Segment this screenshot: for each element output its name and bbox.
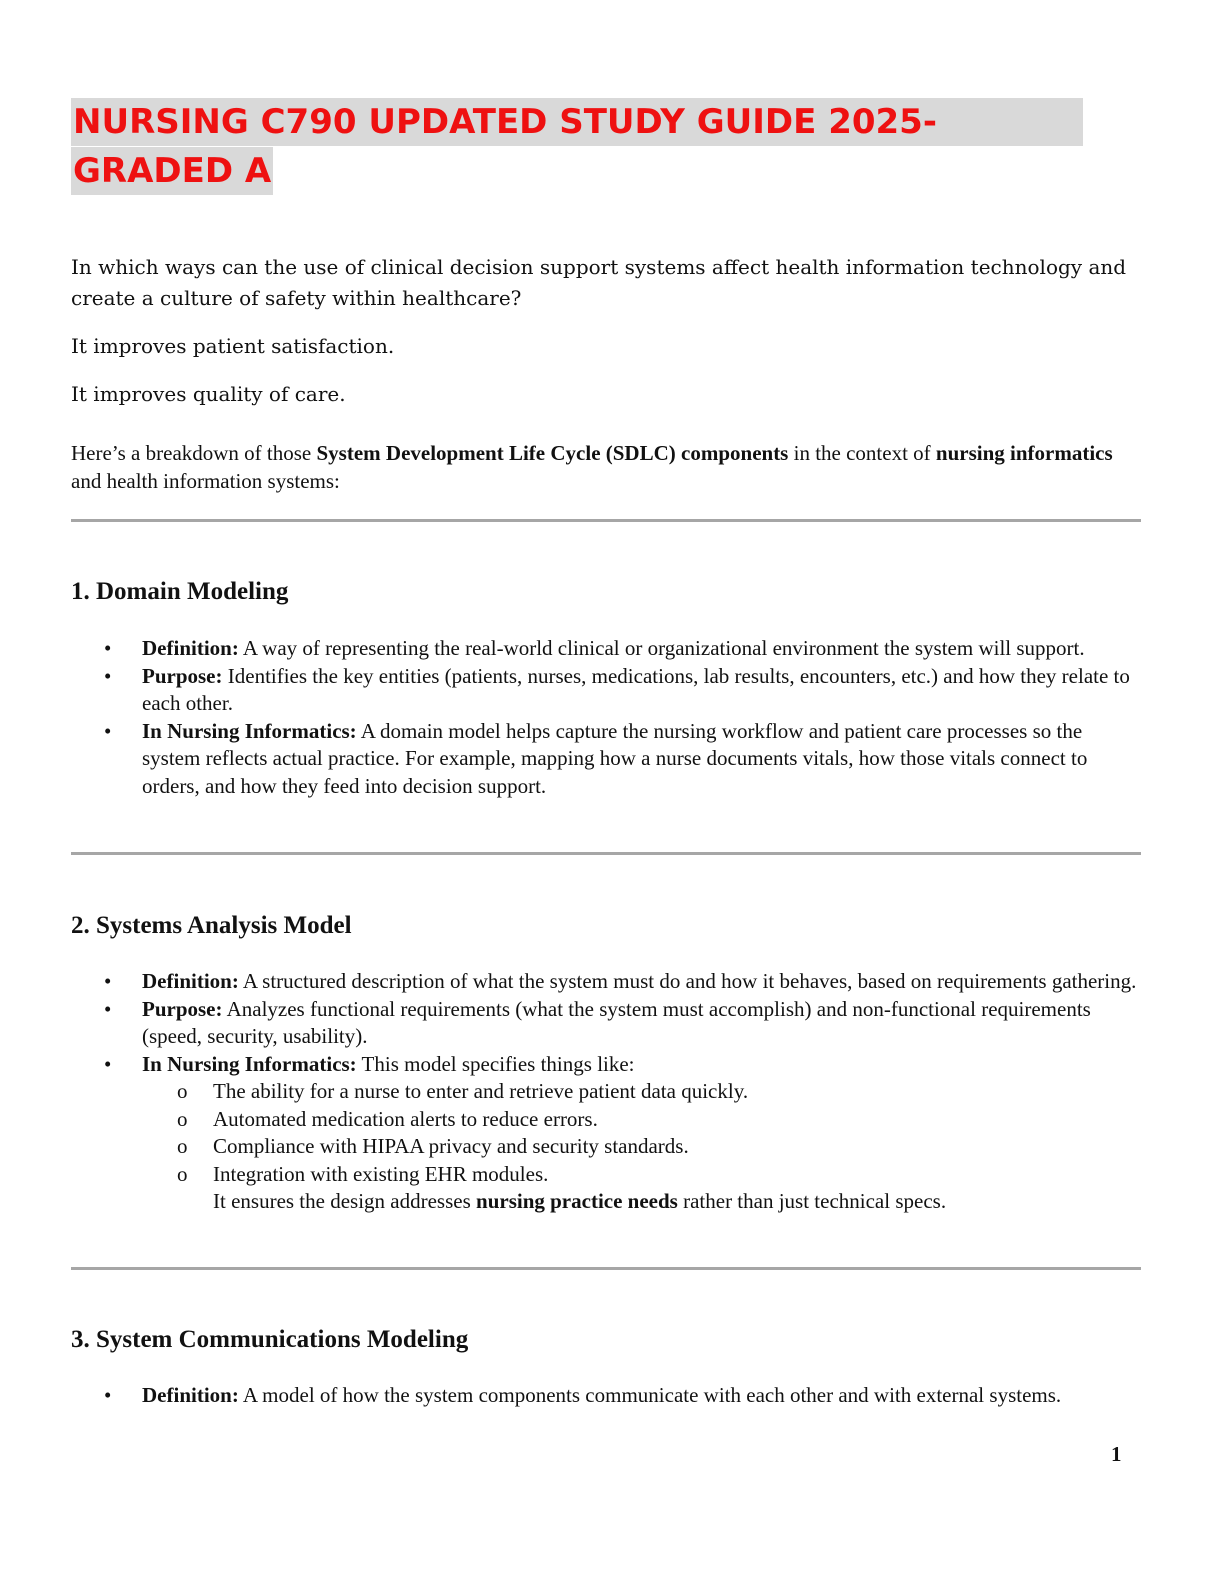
bullet-item: • Definition: A model of how the system components communicate with each other and with external systems. — [71, 1382, 1141, 1410]
sub-item: o Automated medication alerts to reduce errors. — [142, 1106, 1141, 1134]
intro-paragraph: Here’s a breakdown of those System Development Life Cycle (SDLC) components in the context of nursing informatics and health information systems: — [71, 441, 1113, 493]
bullet-item: • Definition: A way of representing the real-world clinical or organizational environment the system will support. — [71, 635, 1141, 663]
bullet-icon: • — [104, 996, 112, 1021]
bullet-icon: • — [104, 636, 112, 660]
bullet-item: • Purpose: Identifies the key entities (patients, nurses, medications, lab results, encounters, etc.) and how they relate to each other. — [104, 663, 1130, 715]
answer-1: It improves patient satisfaction. — [71, 334, 395, 358]
title-line-1: NURSING C790 UPDATED STUDY GUIDE 2025- — [71, 98, 1083, 146]
bullet-icon: • — [104, 718, 112, 743]
sub-bullet-icon: o — [177, 1134, 188, 1158]
sub-bullet-icon: o — [177, 1161, 188, 1186]
bullet-item: • In Nursing Informatics: This model specifies things like: o The ability for a nurse to enter and retrieve patient data quickly. o Automated medication alerts to reduce errors. o Compliance with HIPAA privacy and security standards. o Integration with existing EHR modules. It ensures the design addresses nursing practice needs rather than just technical specs. — [71, 1051, 1141, 1216]
horizontal-rule — [71, 852, 1141, 855]
section-heading-system-communications-modeling: 3. System Communications Modeling — [71, 1326, 469, 1353]
sub-list — [142, 1078, 1141, 1188]
sub-item: o Compliance with HIPAA privacy and security standards. — [142, 1133, 1141, 1161]
sub-bullet-icon: o — [177, 1079, 188, 1103]
sub-bullet-icon: o — [177, 1106, 188, 1131]
intro-bold-sdlc: System Development Life Cycle (SDLC) components — [316, 441, 789, 465]
title-line-2: GRADED A — [71, 147, 273, 195]
intro-bold-nursing-informatics: nursing informatics — [935, 441, 1113, 465]
question-text: In which ways can the use of clinical decision support systems affect health information technology and create a culture of safety within healthcare? — [71, 255, 1127, 310]
sub-item: o The ability for a nurse to enter and retrieve patient data quickly. — [142, 1078, 1141, 1106]
bullet-icon: • — [104, 1051, 112, 1076]
bullet-item: • Definition: A structured description of what the system must do and how it behaves, based on requirements gathering. — [71, 968, 1141, 996]
bullet-item: • Purpose: Analyzes functional requirements (what the system must accomplish) and non-functional requirements (speed, security, usability). — [104, 996, 1091, 1048]
section-heading-domain-modeling: 1. Domain Modeling — [71, 578, 289, 605]
bullet-item: • In Nursing Informatics: A domain model helps capture the nursing workflow and patient care processes so the system reflects actual practice. For example, mapping how a nurse documents vitals, how those vitals connect to orders, and how they feed into decision support. — [104, 718, 1088, 798]
sub-item: o Integration with existing EHR modules. — [142, 1161, 1141, 1189]
section-3-bullets — [71, 1382, 1141, 1410]
summary-sentence: It ensures the design addresses nursing practice needs rather than just technical specs. — [213, 1189, 947, 1213]
horizontal-rule — [71, 1267, 1141, 1270]
section-heading-systems-analysis-model: 2. Systems Analysis Model — [71, 912, 352, 939]
page-number: 1 — [1111, 1442, 1122, 1466]
bullet-icon: • — [104, 1383, 112, 1407]
section-2-bullets — [71, 968, 1141, 1216]
bullet-icon: • — [104, 969, 112, 993]
answer-2: It improves quality of care. — [71, 382, 346, 406]
section-1-bullets — [71, 635, 1141, 800]
bullet-icon: • — [104, 663, 112, 688]
horizontal-rule — [71, 519, 1141, 522]
